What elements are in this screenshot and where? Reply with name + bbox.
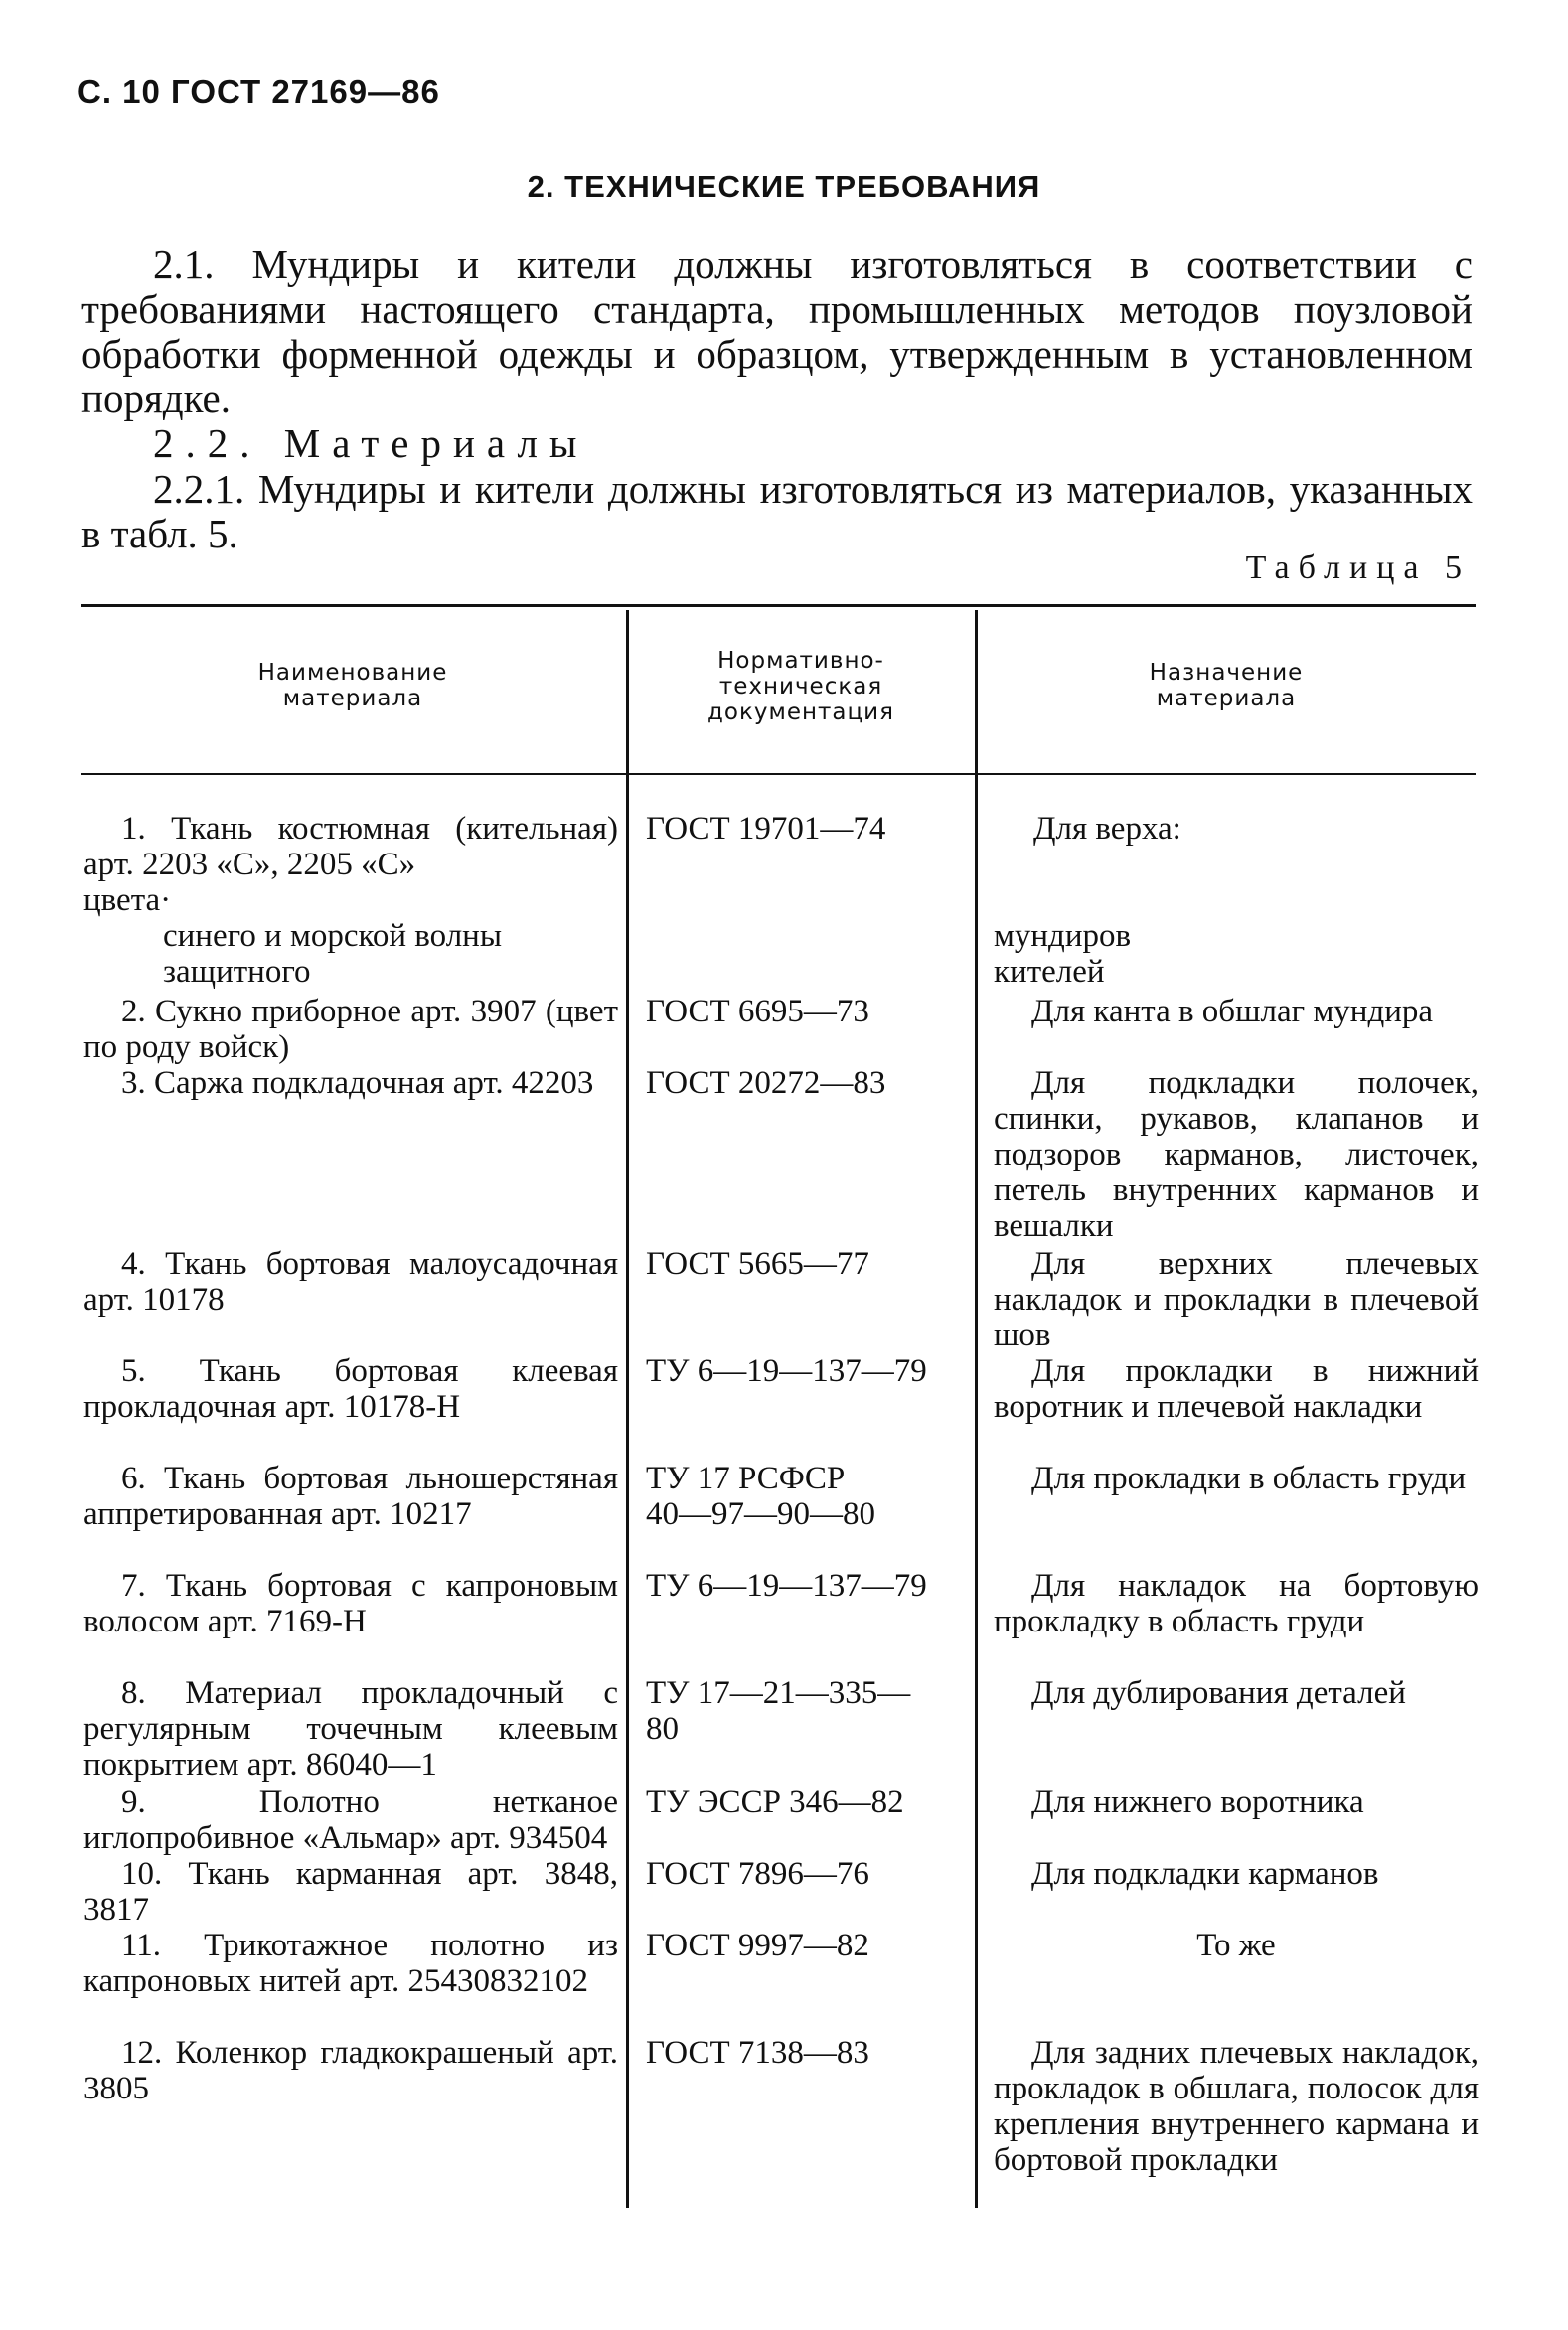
material-name: синего и морской волны защитного — [163, 918, 503, 990]
paragraph-2-2-text: 2.2. Материалы — [153, 420, 589, 466]
page-header: С. 10 ГОСТ 27169—86 — [78, 74, 440, 110]
material-doc: ГОСТ 5665—77 — [646, 1246, 869, 1282]
paragraph-2-1 — [81, 242, 1473, 421]
table-column-divider — [975, 610, 978, 2208]
table-column-divider — [626, 610, 629, 2208]
material-purpose: Для верха: — [1033, 811, 1181, 847]
material-name: 6. Ткань бортовая льношерстяная аппретированная арт. 10217 — [83, 1461, 618, 1532]
material-name: 7. Ткань бортовая с капроновым волосом арт. 7169-Н — [83, 1568, 618, 1639]
material-name: 10. Ткань карманная арт. 3848, 3817 — [83, 1856, 618, 1928]
table-header-rule — [81, 773, 1476, 775]
material-name: 2. Сукно приборное арт. 3907 (цвет по роду войск) — [83, 994, 618, 1065]
material-doc: ТУ 17 РСФСР 40—97—90—80 — [646, 1461, 875, 1532]
material-name: 8. Материал прокладочный с регулярным точечным клеевым покрытием арт. 86040—1 — [83, 1675, 618, 1783]
material-purpose: Для прокладки в область груди — [1031, 1461, 1467, 1496]
material-purpose: Для прокладки в нижний воротник и плечевой накладки — [994, 1353, 1479, 1425]
material-purpose: Для подкладки полочек, спинки, рукавов, клапанов и подзоров карманов, листочек, петель внутренних карманов и вешалки — [994, 1065, 1479, 1244]
material-name: 9. Полотно нетканое иглопробивное «Альмар» арт. 934504 — [83, 1785, 618, 1856]
material-purpose: Для задних плечевых накладок, прокладок в обшлага, полосок для крепления внутреннего кармана и бортовой прокладки — [994, 2035, 1479, 2178]
material-doc: ТУ 6—19—137—79 — [646, 1353, 927, 1389]
material-doc: ГОСТ 20272—83 — [646, 1065, 886, 1101]
material-doc: ТУ 17—21—335— 80 — [646, 1675, 911, 1747]
material-purpose: Для верхних плечевых накладок и прокладки в плечевой шов — [994, 1246, 1479, 1353]
material-purpose: мундиров кителей — [994, 918, 1132, 990]
material-name: 1. Ткань костюмная (кительная) арт. 2203 «С», 2205 «С» цвета· — [83, 811, 618, 918]
material-doc: ГОСТ 9997—82 — [646, 1928, 869, 1963]
material-doc: ГОСТ 7138—83 — [646, 2035, 869, 2071]
header-material-name: Наименование материала — [257, 660, 448, 711]
table-caption: Таблица 5 — [1245, 549, 1471, 586]
header-material-purpose: Назначение материала — [1149, 660, 1304, 711]
paragraph-2-2-1-text: 2.2.1. Мундиры и кители должны изготовляться из материалов, указанных в табл. 5. — [81, 466, 1473, 556]
material-purpose: Для нижнего воротника — [1031, 1785, 1364, 1820]
paragraph-2-2-1 — [81, 467, 1473, 556]
material-doc: ГОСТ 6695—73 — [646, 994, 869, 1029]
material-purpose: Для дублирования деталей — [1031, 1675, 1406, 1711]
material-purpose: То же — [1196, 1928, 1276, 1963]
header-normative-docs: Нормативно- техническая документация — [707, 648, 894, 725]
material-name: 3. Саржа подкладочная арт. 42203 — [121, 1065, 594, 1101]
paragraph-2-2 — [81, 421, 1473, 466]
material-doc: ТУ 6—19—137—79 — [646, 1568, 927, 1604]
material-doc: ТУ ЭССР 346—82 — [646, 1785, 904, 1820]
material-doc: ГОСТ 19701—74 — [646, 811, 886, 847]
material-name: 4. Ткань бортовая малоусадочная арт. 10178 — [83, 1246, 618, 1318]
material-name: 12. Коленкор гладкокрашеный арт. 3805 — [83, 2035, 618, 2106]
section-title: 2. ТЕХНИЧЕСКИЕ ТРЕБОВАНИЯ — [527, 169, 1041, 204]
material-doc: ГОСТ 7896—76 — [646, 1856, 869, 1892]
material-name: 5. Ткань бортовая клеевая прокладочная арт. 10178-Н — [83, 1353, 618, 1425]
material-name: 11. Трикотажное полотно из капроновых нитей арт. 25430832102 — [83, 1928, 618, 1999]
material-purpose: Для канта в обшлаг мундира — [1031, 994, 1434, 1029]
table-top-rule — [81, 604, 1476, 607]
material-purpose: Для накладок на бортовую прокладку в область груди — [994, 1568, 1479, 1639]
material-purpose: Для подкладки карманов — [1031, 1856, 1379, 1892]
paragraph-2-1-text: 2.1. Мундиры и кители должны изготовляться в соответствии с требованиями настоящего стандарта, промышленных методов поузловой обработки форменной одежды и образцом, утвержденным в установленном порядке. — [81, 241, 1473, 421]
